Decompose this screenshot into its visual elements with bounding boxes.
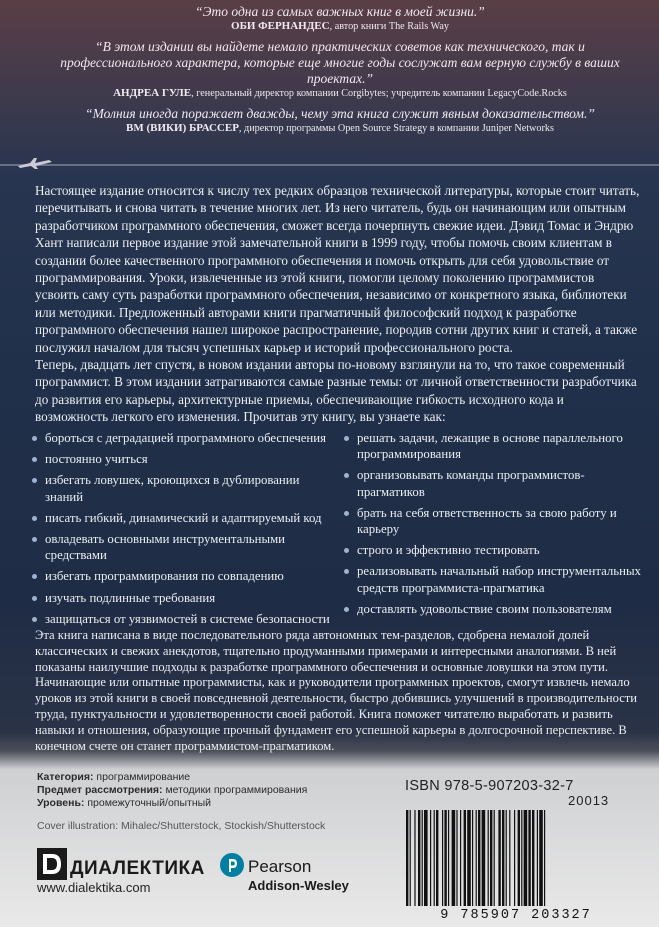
quote-2-text: “В этом издании вы найдете немало практических советов как технического, так и профессионального характера, которые еще многие годы сослужат вам верную службу в ваших проектах.” bbox=[60, 39, 620, 86]
category-line bbox=[37, 771, 307, 784]
price-code: 20013 bbox=[568, 793, 610, 808]
description-main bbox=[35, 182, 640, 426]
quote-1-role: , автор книги The Rails Way bbox=[329, 21, 449, 32]
publisher-name: ДИАЛЕКТИКА bbox=[70, 858, 205, 879]
quote-2-role: , генеральный директор компании Corgibytes; учредитель компании LegacyCode.Rocks bbox=[191, 88, 567, 99]
book-metadata bbox=[37, 771, 307, 810]
quote-3-attribution bbox=[40, 122, 640, 135]
list-item: писать гибкий, динамический и адаптируемый код bbox=[32, 510, 332, 526]
dialektika-logo-icon bbox=[37, 848, 67, 880]
subject-value: методики программирования bbox=[165, 784, 308, 796]
list-item: строго и эффективно тестировать bbox=[344, 542, 644, 558]
partner-name: Pearson bbox=[248, 857, 312, 876]
isbn: ISBN 978-5-907203-32-7 bbox=[405, 778, 574, 794]
level-label: Уровень: bbox=[37, 797, 85, 809]
list-item: брать на себя ответственность за свою работу и карьеру bbox=[344, 505, 644, 537]
list-item: организовывать команды программистов-прагматиков bbox=[344, 467, 644, 499]
publisher-url: www.dialektika.com bbox=[37, 880, 151, 895]
imprint-name: Addison-Wesley bbox=[248, 878, 349, 893]
quote-3-text: “Молния иногда поражает дважды, чему эта книга служит явным доказательством.” bbox=[85, 106, 595, 121]
plane-logo-icon bbox=[16, 156, 54, 170]
quote-1 bbox=[40, 4, 640, 33]
list-item: избегать программирования по совпадению bbox=[32, 568, 332, 584]
quotes-section bbox=[40, 4, 640, 141]
skills-list-left bbox=[32, 430, 332, 632]
list-item: овладевать основными инструментальными средствами bbox=[32, 531, 332, 563]
intro-paragraph-1: Настоящее издание относится к числу тех редких образцов технической литературы, которые стоит читать, перечитывать и снова читать в течение многих лет. Из него читатель, будь он начинающим или опытным разработчиком программного обеспечения, сможет всегда почерпнуть свежие идеи. Дэвид Томас и Эндрю Хант написали первое издание этой замечательной книги в 1999 году, чтобы помочь своим клиентам в создании более качественного программного обеспечения и помочь открыть для себя удовольствие от программирования. Уроки, извлеченные из этой книги, помогли целому поколению программистов усвоить саму суть разработки программного обеспечения, независимо от конкретного языка, библиотеки или методики. Предложенный авторами книги прагматичный философский подход к разработке программного обеспечения нашел широкое распространение, породив сотни других книг и статей, а также послужил началом для тысяч успешных карьер и историй профессионального роста. bbox=[35, 183, 640, 355]
level-value: промежуточный/опытный bbox=[87, 797, 212, 809]
category-value: программирование bbox=[96, 771, 191, 783]
closing-paragraph: Эта книга написана в виде последовательного ряда автономных тем-разделов, сдобрена немалой долей классических и свежих анекдотов, тщательно продуманными примерами и интересными аналогиями. В ней показаны наилучшие подходы к разработке программного обеспечения и основные ловушки на этом пути. Начинающие или опытные программисты, как и руководители программных проектов, смогут извлечь немало уроков из этой книги в своей повседневной деятельности, быстро добившись улучшений в производительности труда, пунктуальности и удовлетворенности своей работой. Книга поможет читателю выработать и развить навыки и отношения, образующие прочный фундамент его успешной карьеры в долгосрочной перспективе. В конечном счете он станет программистом-прагматиком. bbox=[35, 628, 638, 753]
list-item: доставлять удовольствие своим пользователям bbox=[344, 601, 644, 617]
subject-label: Предмет рассмотрения: bbox=[37, 784, 163, 796]
skills-list-right bbox=[344, 430, 644, 622]
list-item: реализовывать начальный набор инструментальных средств программиста-прагматика bbox=[344, 563, 644, 595]
quote-2-attribution bbox=[40, 87, 640, 100]
barcode bbox=[400, 810, 632, 910]
quote-3-author: ВМ (ВИКИ) БРАССЕР bbox=[126, 122, 239, 134]
cover-credit: Cover illustration: Mihalec/Shutterstock, Stockish/Shutterstock bbox=[37, 820, 326, 832]
intro-paragraph-2: Теперь, двадцать лет спустя, в новом издании авторы по-новому взглянули на то, что такое современный программист. В этом издании затрагиваются самые разные темы: от личной ответственности разработчика до развития его карьеры, архитектурные приемы, обеспечивающие гибкость исходного кода и возможность легкого его изменения. Прочитав эту книгу, вы узнаете как: bbox=[35, 357, 637, 425]
list-item: постоянно учиться bbox=[32, 451, 332, 467]
list-item: бороться с деградацией программного обеспечения bbox=[32, 430, 332, 446]
list-item: избегать ловушек, кроющихся в дублировании знаний bbox=[32, 472, 332, 504]
subject-line bbox=[37, 784, 307, 797]
section-divider bbox=[0, 164, 659, 166]
category-label: Категория: bbox=[37, 771, 94, 783]
quote-3-role: , директор программы Open Source Strategy в компании Juniper Networks bbox=[238, 123, 554, 134]
list-item: решать задачи, лежащие в основе параллельного программирования bbox=[344, 430, 644, 462]
quote-1-attribution bbox=[40, 20, 640, 33]
list-item: защищаться от уязвимостей в системе безопасности bbox=[32, 611, 332, 627]
quote-2 bbox=[40, 39, 640, 100]
quote-3 bbox=[40, 106, 640, 135]
quote-2-author: АНДРЕА ГУЛЕ bbox=[113, 87, 192, 99]
list-item: изучать подлинные требования bbox=[32, 590, 332, 606]
quote-1-author: ОБИ ФЕРНАНДЕС bbox=[231, 20, 330, 32]
level-line bbox=[37, 797, 307, 810]
quote-1-text: “Это одна из самых важных книг в моей жизни.” bbox=[195, 4, 485, 19]
barcode-number: 9 785907 203327 bbox=[440, 908, 592, 923]
pearson-logo-icon bbox=[220, 853, 244, 877]
